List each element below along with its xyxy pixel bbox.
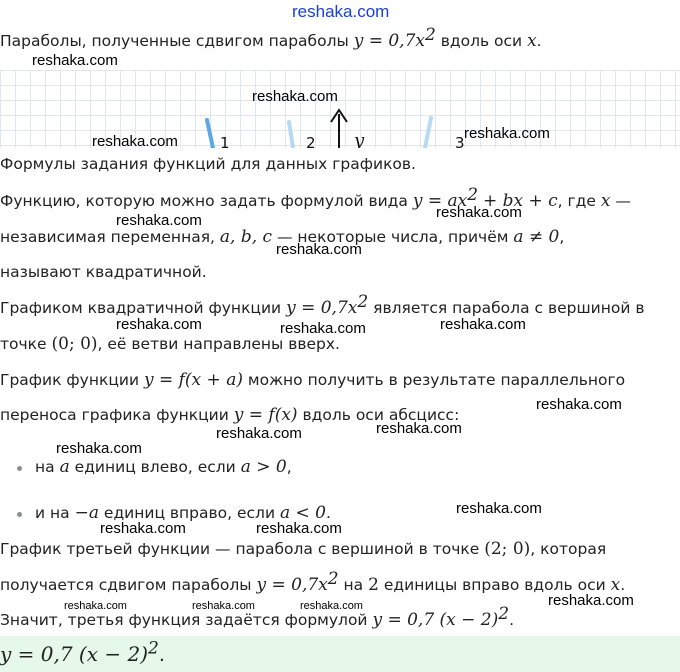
shift-paragraph-line-1: График функции y = f(x + a) можно получить в результате параллельного (0, 370, 626, 390)
watermark: reshaka.com (256, 520, 342, 537)
graph-paragraph-line-1: Графиком квадратичной функции $y = 0,7x^2$ является парабола с вершиной в (0, 291, 645, 318)
watermark: reshaka.com (276, 241, 362, 258)
watermark: reshaka.com (300, 600, 363, 612)
watermark: reshaka.com (100, 520, 186, 537)
watermark: reshaka.com (92, 133, 178, 150)
formulas-heading: Формулы задания функций для данных графиков. (0, 155, 416, 173)
answer-box (0, 636, 680, 672)
watermark: reshaka.com (536, 396, 622, 413)
watermark-top: reshaka.com (292, 2, 390, 21)
watermark: reshaka.com (548, 592, 634, 609)
definition-line-2: независимая переменная, a, b, c — некоторые числа, причём a ≠ 0, (0, 227, 565, 247)
bullet-marker (17, 512, 22, 517)
curve-1-branch (207, 120, 213, 148)
watermark: reshaka.com (252, 88, 338, 105)
curve-label-1: 1 (220, 134, 230, 148)
curve-label-3: 3 (455, 134, 465, 148)
watermark: reshaka.com (440, 316, 526, 333)
curve-label-2: 2 (306, 134, 316, 148)
watermark: reshaka.com (456, 500, 542, 517)
graph-paragraph-line-2: точке (0; 0), её ветви направлены вверх. (0, 334, 340, 354)
task-title: Параболы, полученные сдвигом параболы $y = 0,7x^2$ вдоль оси x. (0, 24, 542, 51)
watermark: reshaka.com (32, 52, 118, 69)
bullet-item-right: и на −a единиц вправо, если a < 0. (35, 503, 331, 523)
third-paragraph-line-2: получается сдвигом параболы $y = 0,7x^2$ на 2 единицы вправо вдоль оси x. (0, 568, 626, 595)
watermark: reshaka.com (376, 420, 462, 437)
answer-formula: y = 0,7 $(x - 2)^2$. (0, 638, 165, 666)
y-axis-label: y (354, 130, 365, 148)
definition-line-1: Функцию, которую можно задать формулой вида $y = ax^2$ + bx + c, где x — (0, 184, 631, 211)
result-line: Значит, третья функция задаётся формулой y = 0,7 $(x - 2)^2$. (0, 603, 515, 630)
watermark: reshaka.com (216, 425, 302, 442)
definition-line-3: называют квадратичной. (0, 263, 207, 281)
bullet-marker (17, 466, 22, 471)
curve-3-branch (425, 118, 431, 148)
watermark: reshaka.com (116, 316, 202, 333)
watermark: reshaka.com (64, 600, 127, 612)
curve-2-branch (289, 122, 293, 148)
third-paragraph-line-1: График третьей функции — парабола с вершиной в точке (2; 0), которая (0, 539, 607, 559)
watermark: reshaka.com (192, 600, 255, 612)
watermark: reshaka.com (56, 440, 142, 457)
watermark: reshaka.com (464, 125, 550, 142)
watermark: reshaka.com (436, 204, 522, 221)
shift-paragraph-line-2: переноса графика функции y = f(x) вдоль оси абсцисс: (0, 405, 460, 425)
watermark: reshaka.com (280, 320, 366, 337)
bullet-item-left: на a единиц влево, если a > 0, (35, 457, 292, 477)
watermark: reshaka.com (116, 212, 202, 229)
